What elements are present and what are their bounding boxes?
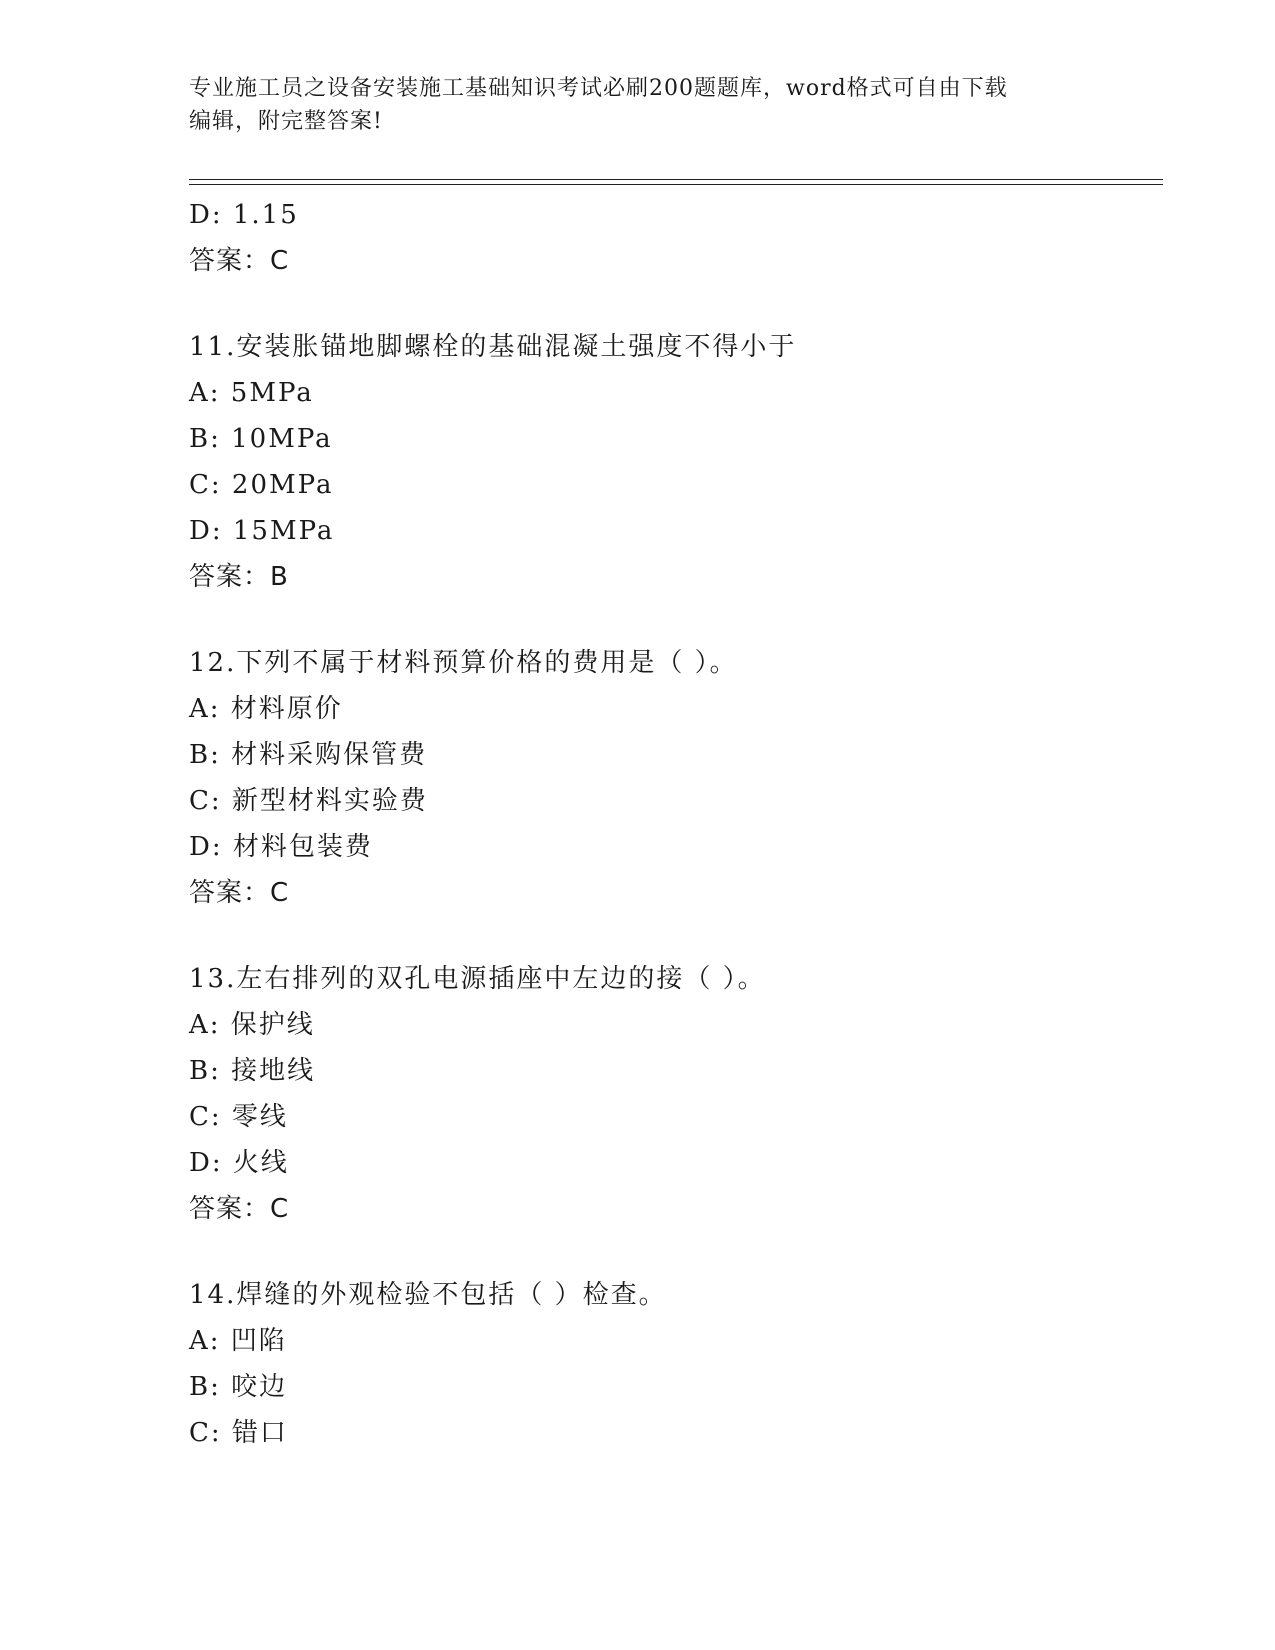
option-c: C: 零线 (189, 1102, 288, 1132)
option-d: D: 材料包装费 (189, 832, 373, 862)
option-d: D: 火线 (189, 1148, 289, 1178)
question-block-11 (189, 324, 1163, 600)
document-header (189, 72, 1069, 138)
option-b: B: 咬边 (189, 1372, 288, 1402)
option-c: C: 错口 (189, 1418, 288, 1448)
option-b: B: 接地线 (189, 1056, 316, 1086)
question-content (189, 192, 1163, 1456)
header-line-1: 专业施工员之设备安装施工基础知识考试必刷200题题库，word格式可自由下载 (189, 76, 1008, 101)
option-c: C: 20MPa (189, 470, 334, 500)
question-block-13 (189, 956, 1163, 1232)
header-rule-top (189, 179, 1163, 180)
option-a: A: 材料原价 (189, 694, 343, 724)
option-d: D: 1.15 (189, 200, 299, 230)
option-b: B: 材料采购保管费 (189, 740, 428, 770)
option-d: D: 15MPa (189, 516, 335, 546)
answer-line: 答案：C (189, 246, 290, 276)
spacer (189, 916, 1163, 956)
option-b: B: 10MPa (189, 424, 333, 454)
option-a: A: 保护线 (189, 1010, 315, 1040)
header-line-2: 编辑，附完整答案! (189, 109, 383, 134)
question-block-14 (189, 1272, 1163, 1456)
option-c: C: 新型材料实验费 (189, 786, 428, 816)
answer-line: 答案：B (189, 562, 289, 592)
question-title: 12.下列不属于材料预算价格的费用是（ ）。 (189, 648, 738, 678)
spacer (189, 284, 1163, 324)
question-block-12 (189, 640, 1163, 916)
option-a: A: 凹陷 (189, 1326, 287, 1356)
spacer (189, 600, 1163, 640)
question-title: 14.焊缝的外观检验不包括（ ）检查。 (189, 1280, 667, 1310)
question-title: 13.左右排列的双孔电源插座中左边的接（ ）。 (189, 964, 766, 994)
spacer (189, 1232, 1163, 1272)
question-title: 11.安装胀锚地脚螺栓的基础混凝土强度不得小于 (189, 332, 797, 362)
answer-line: 答案：C (189, 1194, 290, 1224)
option-a: A: 5MPa (189, 378, 314, 408)
header-rule-bottom (189, 184, 1163, 185)
answer-line: 答案：C (189, 878, 290, 908)
